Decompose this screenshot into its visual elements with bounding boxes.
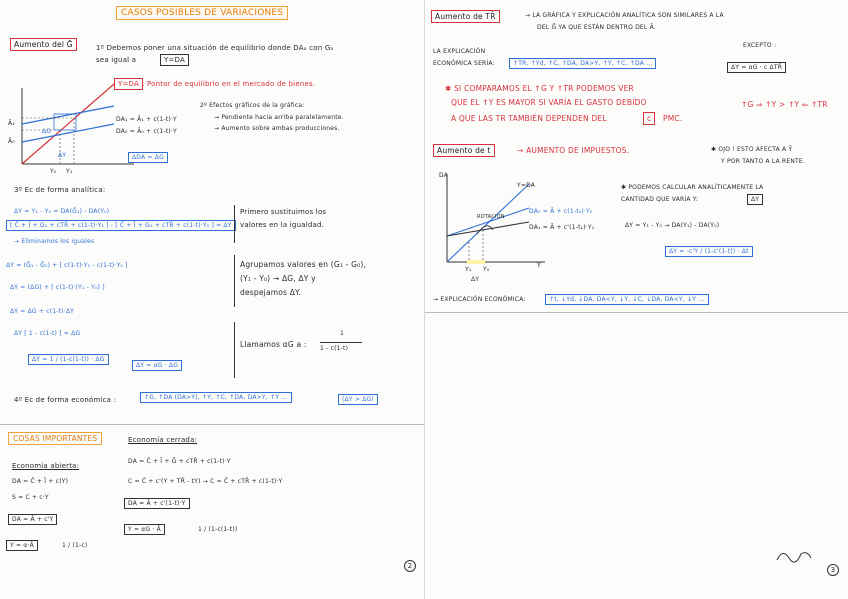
graph-aumento-t (439, 172, 559, 272)
abierta-eq-4-frac: 1 / (1-c) (62, 542, 88, 549)
intro-line-2: sea igual a (96, 56, 137, 64)
bracket-2 (234, 255, 235, 307)
cosas-heading: COSAS IMPORTANTES (8, 432, 102, 445)
analytic-eq-4: ΔY = (ΔG) + [ c(1-t)·(Y₁ - Y₀) ] (10, 284, 105, 291)
graph1-annot-dg: ΔG (42, 128, 52, 135)
side-note-2c: despejamos ΔY. (240, 288, 301, 297)
line-da1 (22, 106, 114, 124)
t-calc-box: ΔY (747, 194, 763, 205)
equilibrium-note-label: Y=DA (114, 78, 143, 90)
graph2-xlabel-y0: Y₀ (483, 266, 490, 273)
analytic-eq-5: ΔY = ΔG + c(1-t)·ΔY (10, 308, 74, 315)
graph1-line-da0: DA₀ = Ā₀ + c(1-t)·Y (116, 128, 177, 135)
equilibrium-box: Y=DA (160, 54, 189, 66)
t-ojo-1: ✱ OJO ! ESTO AFECTA A Ȳ (711, 146, 793, 153)
graph-effect-1: → Pendiente hacia arriba paralelamente. (214, 114, 344, 121)
graph1-line-da1: DA₁ = Ā₁ + c(1-t)·Y (116, 116, 177, 123)
graph1-ylabel-a1: Ā₁ (8, 120, 15, 127)
compare-red-2: QUE EL ↑Y ES MAYOR SI VARÍA EL GASTO DEBIDO (451, 98, 647, 107)
graph2-label-45: Y=DA (517, 182, 536, 189)
right-divider (425, 312, 848, 313)
analytic-eq-3: ΔY = (Ḡ₁ - Ḡ₀) + [ c(1-t)·Y₁ - c(1-t)·Y₀ ] (6, 262, 128, 269)
econ-chain-g-end: (ΔY > ΔG) (338, 394, 378, 405)
t-calc-1: ✱ PODEMOS CALCULAR ANALÍTICAMENTE LA (621, 184, 764, 191)
abierta-title: Economía abierta: (12, 462, 80, 470)
graph2-axis-y: DA (439, 172, 449, 179)
side-note-1b: valores en la igualdad. (240, 221, 325, 229)
side-note-1a: Primero sustituimos los (240, 208, 327, 216)
result-box-left: ΔY = 1 / (1-c(1-t)) · ΔG (28, 354, 109, 365)
side-note-3-num: 1 (340, 330, 345, 337)
cerrada-title: Economía cerrada: (128, 436, 198, 444)
graph1-xlabel-y1: Y₁ (66, 168, 73, 175)
tr-except: EXCEPTO : (743, 42, 777, 49)
analytic-eq-1: ΔY = Y₁ - Y₀ = DA(Ḡ₁) - DA(Y₀) (14, 208, 110, 215)
t-calc-2: CANTIDAD QUE VARÍA Y: (621, 196, 699, 203)
graph2-axis-x: Y (537, 262, 541, 269)
compare-red-1: ✱ SI COMPARAMOS EL ↑G Y ↑TR PODEMOS VER (445, 84, 634, 93)
step-4-title: 4º Ec de forma económica : (14, 396, 117, 404)
compare-red-result: ↑G ⇒ ↑Y > ↑Y ⇐ ↑TR (741, 100, 828, 109)
graph2-rotacion: ROTACIÓN (477, 214, 505, 220)
bracket-3 (234, 322, 235, 378)
right-page (424, 0, 848, 599)
cerrada-eq-4: Y = αG · Ā (124, 524, 165, 535)
line-da0 (22, 124, 114, 142)
tr-text-1: → LA GRÁFICA Y EXPLICACIÓN ANALÍTICA SON SIMILARES A LA (525, 12, 724, 19)
t-eq: ΔY = Y₁ - Y₀ → DA(Y₁) - DA(Y₀) (625, 222, 720, 229)
page-number-right: 3 (827, 564, 839, 576)
section-heading-t: Aumento de t (433, 144, 495, 157)
section-heading-g: Aumento del Ḡ (10, 38, 77, 51)
compare-red-box: c (643, 112, 655, 125)
result-box-right: ΔY = αG · ΔG (132, 360, 182, 371)
tr-exp-2: ECONÓMICA SERÍA: (433, 60, 495, 67)
t-result: ΔY = -c'Y / (1-c'(1-t)) · Δt (665, 246, 753, 257)
abierta-eq-1: DA = C̄ + Ī + c(Y) (12, 478, 69, 485)
econ-chain-g: ↑G, ↑DA (DA>Y), ↑Y, ↑C, ↑DA, DA>Y, ↑Y ... (140, 392, 292, 403)
line-da1-2 (447, 222, 529, 236)
cerrada-eq-2: C = C̄ + c'(Y + TR̄ - tY) → C = C̄ + cTR̄ + c(1-t)·Y (128, 478, 283, 485)
graph1-ylabel-a0: Ā₀ (8, 138, 15, 145)
side-note-2b: (Y₁ - Y₀) → ΔG, ΔY y (240, 274, 316, 283)
analytic-eq-2: [ C̄ + Ī + G₁ + cTR̄ + c(1-t)·Y₁ ] - [ C̄ + Ī + G₀ + cTR̄ + c(1-t)·Y₀ ] = ΔY (6, 220, 236, 231)
section-divider (0, 424, 424, 425)
fraction-bar (320, 342, 362, 343)
graph-effect-2: → Aumento sobre ambas producciones. (214, 125, 340, 132)
bracket-1 (234, 205, 235, 243)
graph2-xlabel-y1: Y₁ (465, 266, 472, 273)
abierta-eq-4: Y = α·Ā (6, 540, 38, 551)
graph2-dy: ΔY (471, 276, 480, 283)
tr-formula-box: ΔY = αG · c ΔTR̄ (727, 62, 786, 73)
equilibrium-note-text: : Pontor de equilibrio en el mercado de bienes. (142, 80, 316, 88)
t-ojo-2: Y POR TANTO A LA RENTE. (721, 158, 805, 165)
graph1-delta-box: ΔDA = ΔG (128, 152, 168, 163)
section-heading-tr: Aumento de TR̄ (431, 10, 500, 23)
line-45-degree (22, 84, 114, 164)
compare-red-3: A QUE LAS TR TAMBIÉN DEPENDEN DEL (451, 114, 607, 123)
t-arrow-text: → AUMENTO DE IMPUESTOS. (517, 146, 630, 155)
side-note-2a: Agrupamos valores en (G₁ - G₀), (240, 260, 367, 269)
graph2-line-da0: DA₀ = Ā + c(1-t₀)·Y₀ (529, 208, 593, 215)
cerrada-eq-1: DA = C̄ + Ī + Ḡ + cTR̄ + c(1-t)·Y (128, 458, 231, 465)
tr-econ-chain: ↑TR, ↑Yd, ↑C, ↑DA, DA>Y, ↑Y, ↑C, ↑DA ... (509, 58, 656, 69)
side-note-3-den: 1 - c(1-t) (320, 345, 349, 352)
intro-line-1: 1º Debemos poner una situación de equilibrio donde DAₒ con Gₒ (96, 44, 334, 52)
graph-effects-title: 2º Efectos gráficos de la gráfica: (200, 102, 305, 109)
signature-icon (775, 546, 815, 566)
line-da0-2 (447, 208, 529, 236)
step-3-title: 3º Ec de forma analítica: (14, 186, 106, 194)
graph1-annot-dy: ΔY (58, 152, 67, 159)
tr-exp-1: LA EXPLICACIÓN (433, 48, 486, 55)
cerrada-eq-4-frac: 1 / (1-c(1-t)) (198, 526, 238, 533)
cerrada-eq-3: DA = Ā + c'(1-t)·Y (124, 498, 190, 509)
analytic-eq-6: ΔY [ 1 - c(1-t) ] = ΔG (14, 330, 81, 337)
analytic-eq-arrow: → Eliminamos los iguales (14, 238, 95, 245)
line-45-degree-2 (447, 184, 529, 262)
tr-text-2: DEL Ḡ YA QUE ESTÁN DENTRO DEL Ā. (537, 24, 656, 31)
t-econ-chain: ↑t, ↓Yd, ↓DA, DA<Y, ↓Y, ↓C, ↓DA, DA<Y, ↓Y ... (545, 294, 709, 305)
abierta-eq-2: S = C + c·Y (12, 494, 49, 501)
graph1-xlabel-y0: Y₀ (50, 168, 57, 175)
page-number-left: 2 (404, 560, 416, 572)
abierta-eq-3: DA = Ā + c'Y (8, 514, 57, 525)
page-title: CASOS POSIBLES DE VARIACIONES (116, 6, 288, 20)
graph2-line-da1: DA₁ = Ā + c'(1-t₁)·Y₁ (529, 224, 595, 231)
t-econ-label: → EXPLICACIÓN ECONÓMICA: (433, 296, 526, 303)
compare-red-end: PMC. (663, 114, 683, 123)
side-note-3: Llamamos αG a : (240, 340, 307, 349)
